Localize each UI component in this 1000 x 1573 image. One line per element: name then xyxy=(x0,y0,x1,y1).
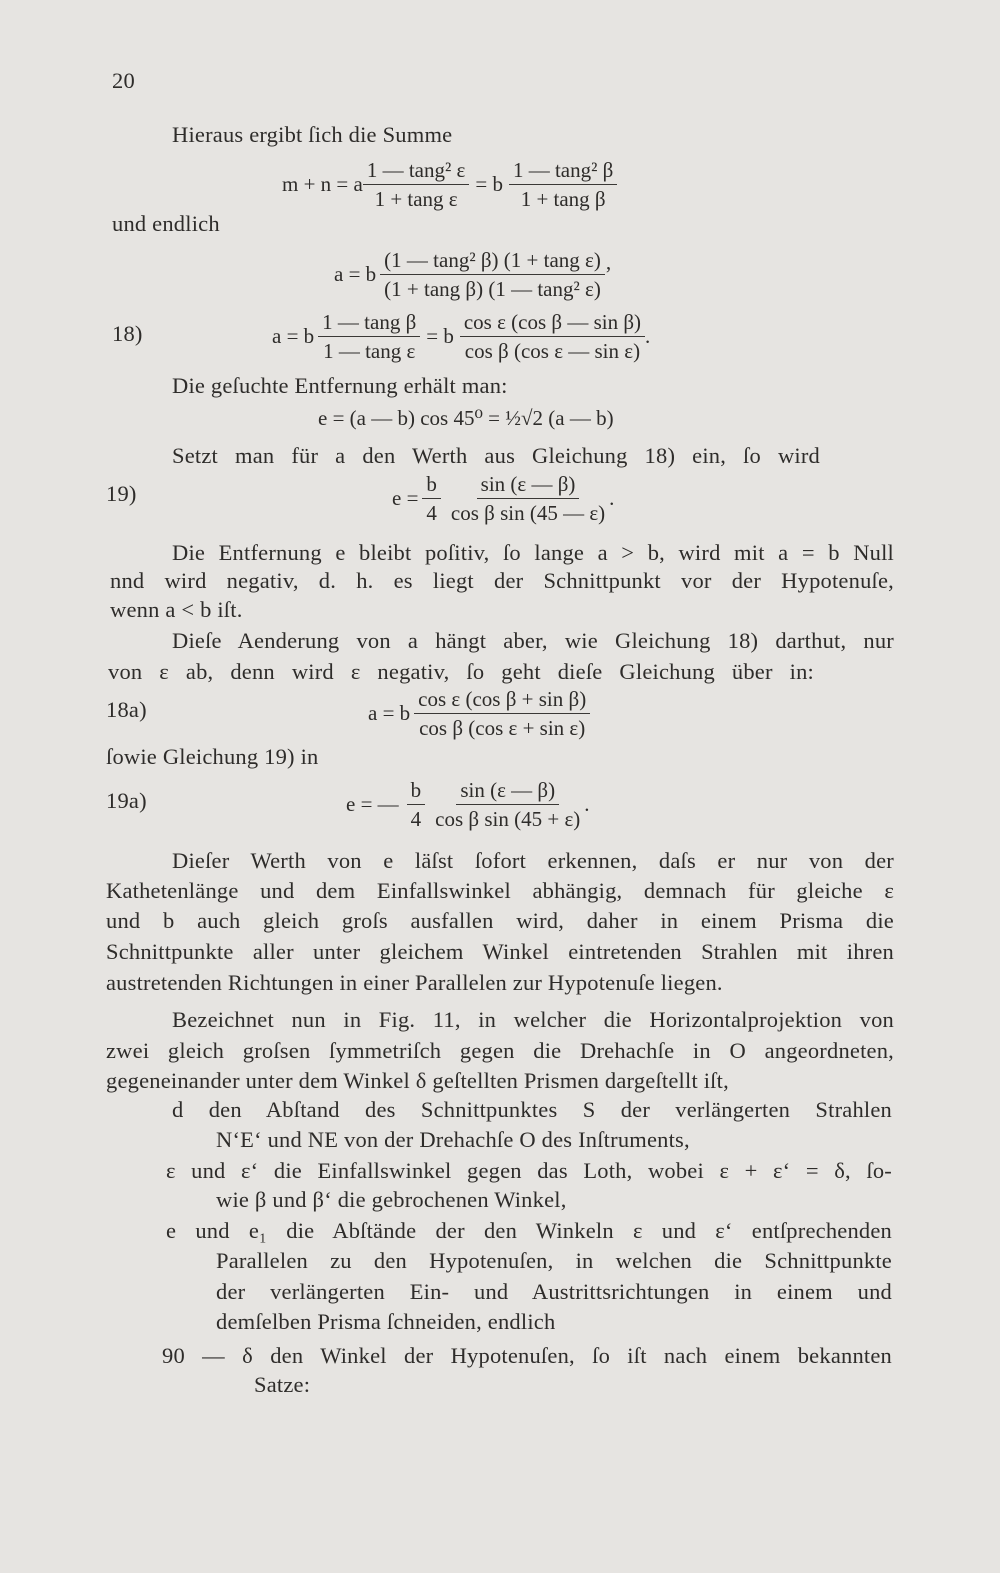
denominator: (1 + tang β) (1 — tang² ε) xyxy=(384,277,601,302)
list-item-continuation: Satze: xyxy=(254,1372,311,1397)
paragraph-intro: Hieraus ergibt ſich die Summe xyxy=(172,122,453,147)
paragraph-line: Dieſe Aenderung von a hängt aber, wie Gleichung 18) darthut, nur xyxy=(172,628,894,653)
paragraph-line: gegeneinander unter dem Winkel δ geſtellten Prismen dargeſtellt iſt, xyxy=(106,1068,729,1093)
fraction xyxy=(414,687,590,740)
numerator: cos ε (cos β + sin β) xyxy=(414,687,590,714)
numerator: (1 — tang² β) (1 + tang ε) xyxy=(380,248,605,275)
denominator: cos β (cos ε + sin ε) xyxy=(419,716,586,741)
equation-18a xyxy=(368,687,590,740)
eq-lhs: e = xyxy=(392,486,419,511)
list-item-continuation: der verlängerten Ein- und Austrittsrichtungen in einem und xyxy=(216,1279,892,1304)
paragraph-setzt: Setzt man für a den Werth aus Gleichung 18) ein, ſo wird xyxy=(172,443,820,468)
denominator: 1 + tang β xyxy=(520,187,606,212)
paragraph-line: Bezeichnet nun in Fig. 11, in welcher die Horizontalprojektion von xyxy=(172,1007,894,1032)
denominator: cos β (cos ε — sin ε) xyxy=(464,339,641,364)
eq-operator: = b xyxy=(475,172,503,197)
denominator: 4 xyxy=(426,501,437,526)
numerator: 1 — tang β xyxy=(318,310,420,337)
equation-label: 19a) xyxy=(106,788,147,813)
denominator: 4 xyxy=(410,807,422,832)
list-item: d den Abſtand des Schnittpunktes S der verlängerten Strahlen xyxy=(172,1097,892,1122)
numerator: sin (ε — β) xyxy=(456,778,559,805)
numerator: 1 — tang² ε xyxy=(363,158,470,185)
eq-tail: . xyxy=(584,792,590,817)
paragraph-sowie: ſowie Gleichung 19) in xyxy=(106,744,319,769)
fraction xyxy=(431,778,584,831)
denominator: cos β sin (45 — ε) xyxy=(450,501,606,526)
eq-lhs: m + n = a xyxy=(282,172,363,197)
equation-18 xyxy=(272,310,650,363)
paragraph-line: von ε ab, denn wird ε negativ, ſo geht dieſe Gleichung über in: xyxy=(108,659,814,684)
numerator: b xyxy=(422,472,441,499)
paragraph-line: Schnittpunkte aller unter gleichem Winkel eintretenden Strahlen mit ihren xyxy=(106,939,894,964)
paragraph-line: Kathetenlänge und dem Einfallswinkel abhängig, demnach für gleiche ε xyxy=(106,878,894,903)
paragraph-line: austretenden Richtungen in einer Parallelen zur Hypotenuſe liegen. xyxy=(106,970,723,995)
eq-lhs: a = b xyxy=(334,262,377,287)
equation-label: 18a) xyxy=(106,697,147,722)
list-item-continuation: demſelben Prisma ſchneiden, endlich xyxy=(216,1309,556,1334)
denominator: 1 + tang ε xyxy=(374,187,458,212)
numerator: sin (ε — β) xyxy=(477,472,580,499)
fraction xyxy=(422,472,441,525)
eq-operator: = b xyxy=(426,324,454,349)
equation-label: 18) xyxy=(112,321,143,346)
paragraph-line: wenn a < b iſt. xyxy=(110,597,243,622)
eq-tail: ’ xyxy=(604,262,612,287)
paragraph-endlich: und endlich xyxy=(112,211,220,236)
numerator: 1 — tang² β xyxy=(509,158,617,185)
fraction xyxy=(460,310,645,363)
fraction xyxy=(318,310,420,363)
numerator: b xyxy=(407,778,426,805)
list-item: ε und ε‘ die Einfallswinkel gegen das Loth, wobei ε + ε‘ = δ, ſo- xyxy=(166,1158,892,1183)
eq-lhs: e = — xyxy=(346,792,399,817)
eq-tail: . xyxy=(609,486,615,511)
list-item: e und e₁ die Abſtände der den Winkeln ε und ε‘ entſprechenden xyxy=(166,1218,892,1243)
paragraph-gesucht: Die geſuchte Entfernung erhält man: xyxy=(172,373,508,398)
fraction xyxy=(447,472,609,525)
paragraph-line: zwei gleich groſsen ſymmetriſch gegen die Drehachſe in O angeordneten, xyxy=(106,1038,894,1063)
eq-lhs: a = b xyxy=(272,324,315,349)
list-item-continuation: Parallelen zu den Hypotenuſen, in welchen die Schnittpunkte xyxy=(216,1248,892,1273)
fraction xyxy=(407,778,426,831)
equation-19a xyxy=(346,778,590,831)
denominator: cos β sin (45 + ε) xyxy=(435,807,581,832)
paragraph-line: Dieſer Werth von e läſst ſofort erkennen, daſs er nur von der xyxy=(172,848,894,873)
equation-label: 19) xyxy=(106,481,137,506)
numerator: cos ε (cos β — sin β) xyxy=(460,310,645,337)
list-item-continuation: N‘E‘ und NE von der Drehachſe O des Inſtruments, xyxy=(216,1127,690,1152)
denominator: 1 — tang ε xyxy=(323,339,416,364)
fraction xyxy=(380,248,605,301)
paragraph-line: und b auch gleich groſs ausfallen wird, daher in einem Prisma die xyxy=(106,908,894,933)
paragraph-line: Die Entfernung e bleibt poſitiv, ſo lange a > b, wird mit a = b Null xyxy=(172,540,894,565)
page-number: 20 xyxy=(112,68,135,93)
equation-sum xyxy=(282,158,617,211)
equation-a xyxy=(334,248,612,301)
equation-19 xyxy=(392,472,614,525)
fraction xyxy=(363,158,470,211)
list-item: 90 — δ den Winkel der Hypotenuſen, ſo iſt nach einem bekannten xyxy=(162,1343,892,1368)
eq-tail: . xyxy=(645,324,651,349)
paragraph-line: nnd wird negativ, d. h. es liegt der Schnittpunkt vor der Hypotenuſe, xyxy=(110,568,894,593)
equation-e: e = (a — b) cos 45⁰ = ½√2 (a — b) xyxy=(318,406,614,430)
eq-lhs: a = b xyxy=(368,701,411,726)
fraction xyxy=(509,158,617,211)
list-item-continuation: wie β und β‘ die gebrochenen Winkel, xyxy=(216,1187,567,1212)
